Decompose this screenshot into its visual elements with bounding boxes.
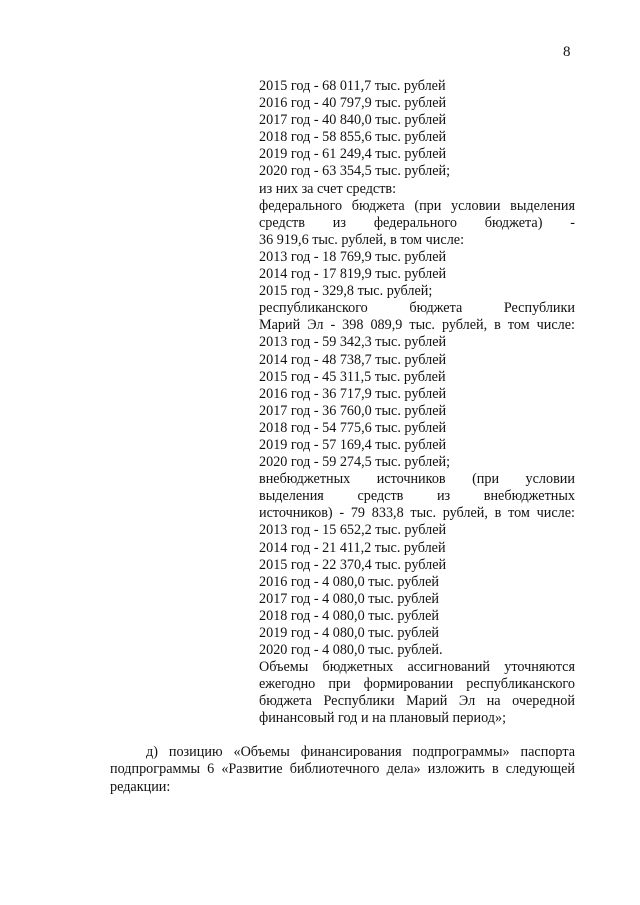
text-line: 2019 год - 4 080,0 тыс. рублей [259,625,439,641]
text-line: 2019 год - 61 249,4 тыс. рублей [259,146,447,163]
text-line: 2018 год - 54 775,6 тыс. рублей [259,419,447,436]
text-line: ежегодно при формировании республиканского [259,676,575,693]
text-line: 2019 год - 57 169,4 тыс. рублей [259,436,447,453]
text-line: 2015 год - 22 370,4 тыс. рублей [259,556,447,573]
text-line: 2017 год - 40 840,0 тыс. рублей [259,112,447,129]
text-line: 2015 год - 45 311,5 тыс. рублей [259,368,446,385]
text-line: источников) - 79 833,8 тыс. рублей, в том числе: [259,505,575,522]
text-line: 2018 год - 4 080,0 тыс. рублей [259,607,439,624]
paragraph-line: д) позицию «Объемы финансирования подпрограммы» паспорта [146,744,575,760]
text-line: 2015 год - 329,8 тыс. рублей; [259,283,433,300]
text-line: 36 919,6 тыс. рублей, в том числе: [259,231,465,248]
text-line: средств из федерального бюджета) - [259,214,575,231]
amendment-paragraph [110,744,575,796]
text-line: внебюджетных источников (при условии [259,471,575,488]
text-line: финансовый год и на плановый период»; [259,710,507,727]
text-line: 2014 год - 21 411,2 тыс. рублей [259,539,446,556]
text-line: 2020 год - 4 080,0 тыс. рублей. [259,642,443,659]
paragraph-line: подпрограммы 6 «Развитие библиотечного дела» изложить в следующей [110,761,575,778]
text-line: 2017 год - 36 760,0 тыс. рублей [259,402,447,419]
text-line: 2013 год - 15 652,2 тыс. рублей [259,522,447,539]
text-line: 2015 год - 68 011,7 тыс. рублей [259,78,446,94]
text-line: 2017 год - 4 080,0 тыс. рублей [259,590,439,607]
text-line: 2018 год - 58 855,6 тыс. рублей [259,129,447,146]
text-line: республиканского бюджета Республики [259,300,575,317]
text-line: 2016 год - 4 080,0 тыс. рублей [259,573,439,590]
text-line: 2020 год - 59 274,5 тыс. рублей; [259,454,451,471]
text-line: выделения средств из внебюджетных [259,488,575,505]
text-line: Объемы бюджетных ассигнований уточняются [259,659,575,676]
text-line: 2013 год - 18 769,9 тыс. рублей [259,248,447,265]
text-line: 2014 год - 17 819,9 тыс. рублей [259,266,447,283]
text-line: 2014 год - 48 738,7 тыс. рублей [259,351,447,368]
text-line: из них за счет средств: [259,180,397,197]
text-line: федерального бюджета (при условии выделения [259,197,575,214]
text-line: бюджета Республики Марий Эл на очередной [259,693,575,710]
financing-details-block [259,78,575,728]
text-line: 2016 год - 36 717,9 тыс. рублей [259,385,447,402]
text-line: Марий Эл - 398 089,9 тыс. рублей, в том числе: [259,317,575,334]
text-line: 2013 год - 59 342,3 тыс. рублей [259,334,447,351]
page-number: 8 [563,44,571,60]
text-line: 2020 год - 63 354,5 тыс. рублей; [259,163,451,180]
paragraph-line: редакции: [110,778,171,795]
text-line: 2016 год - 40 797,9 тыс. рублей [259,95,447,112]
